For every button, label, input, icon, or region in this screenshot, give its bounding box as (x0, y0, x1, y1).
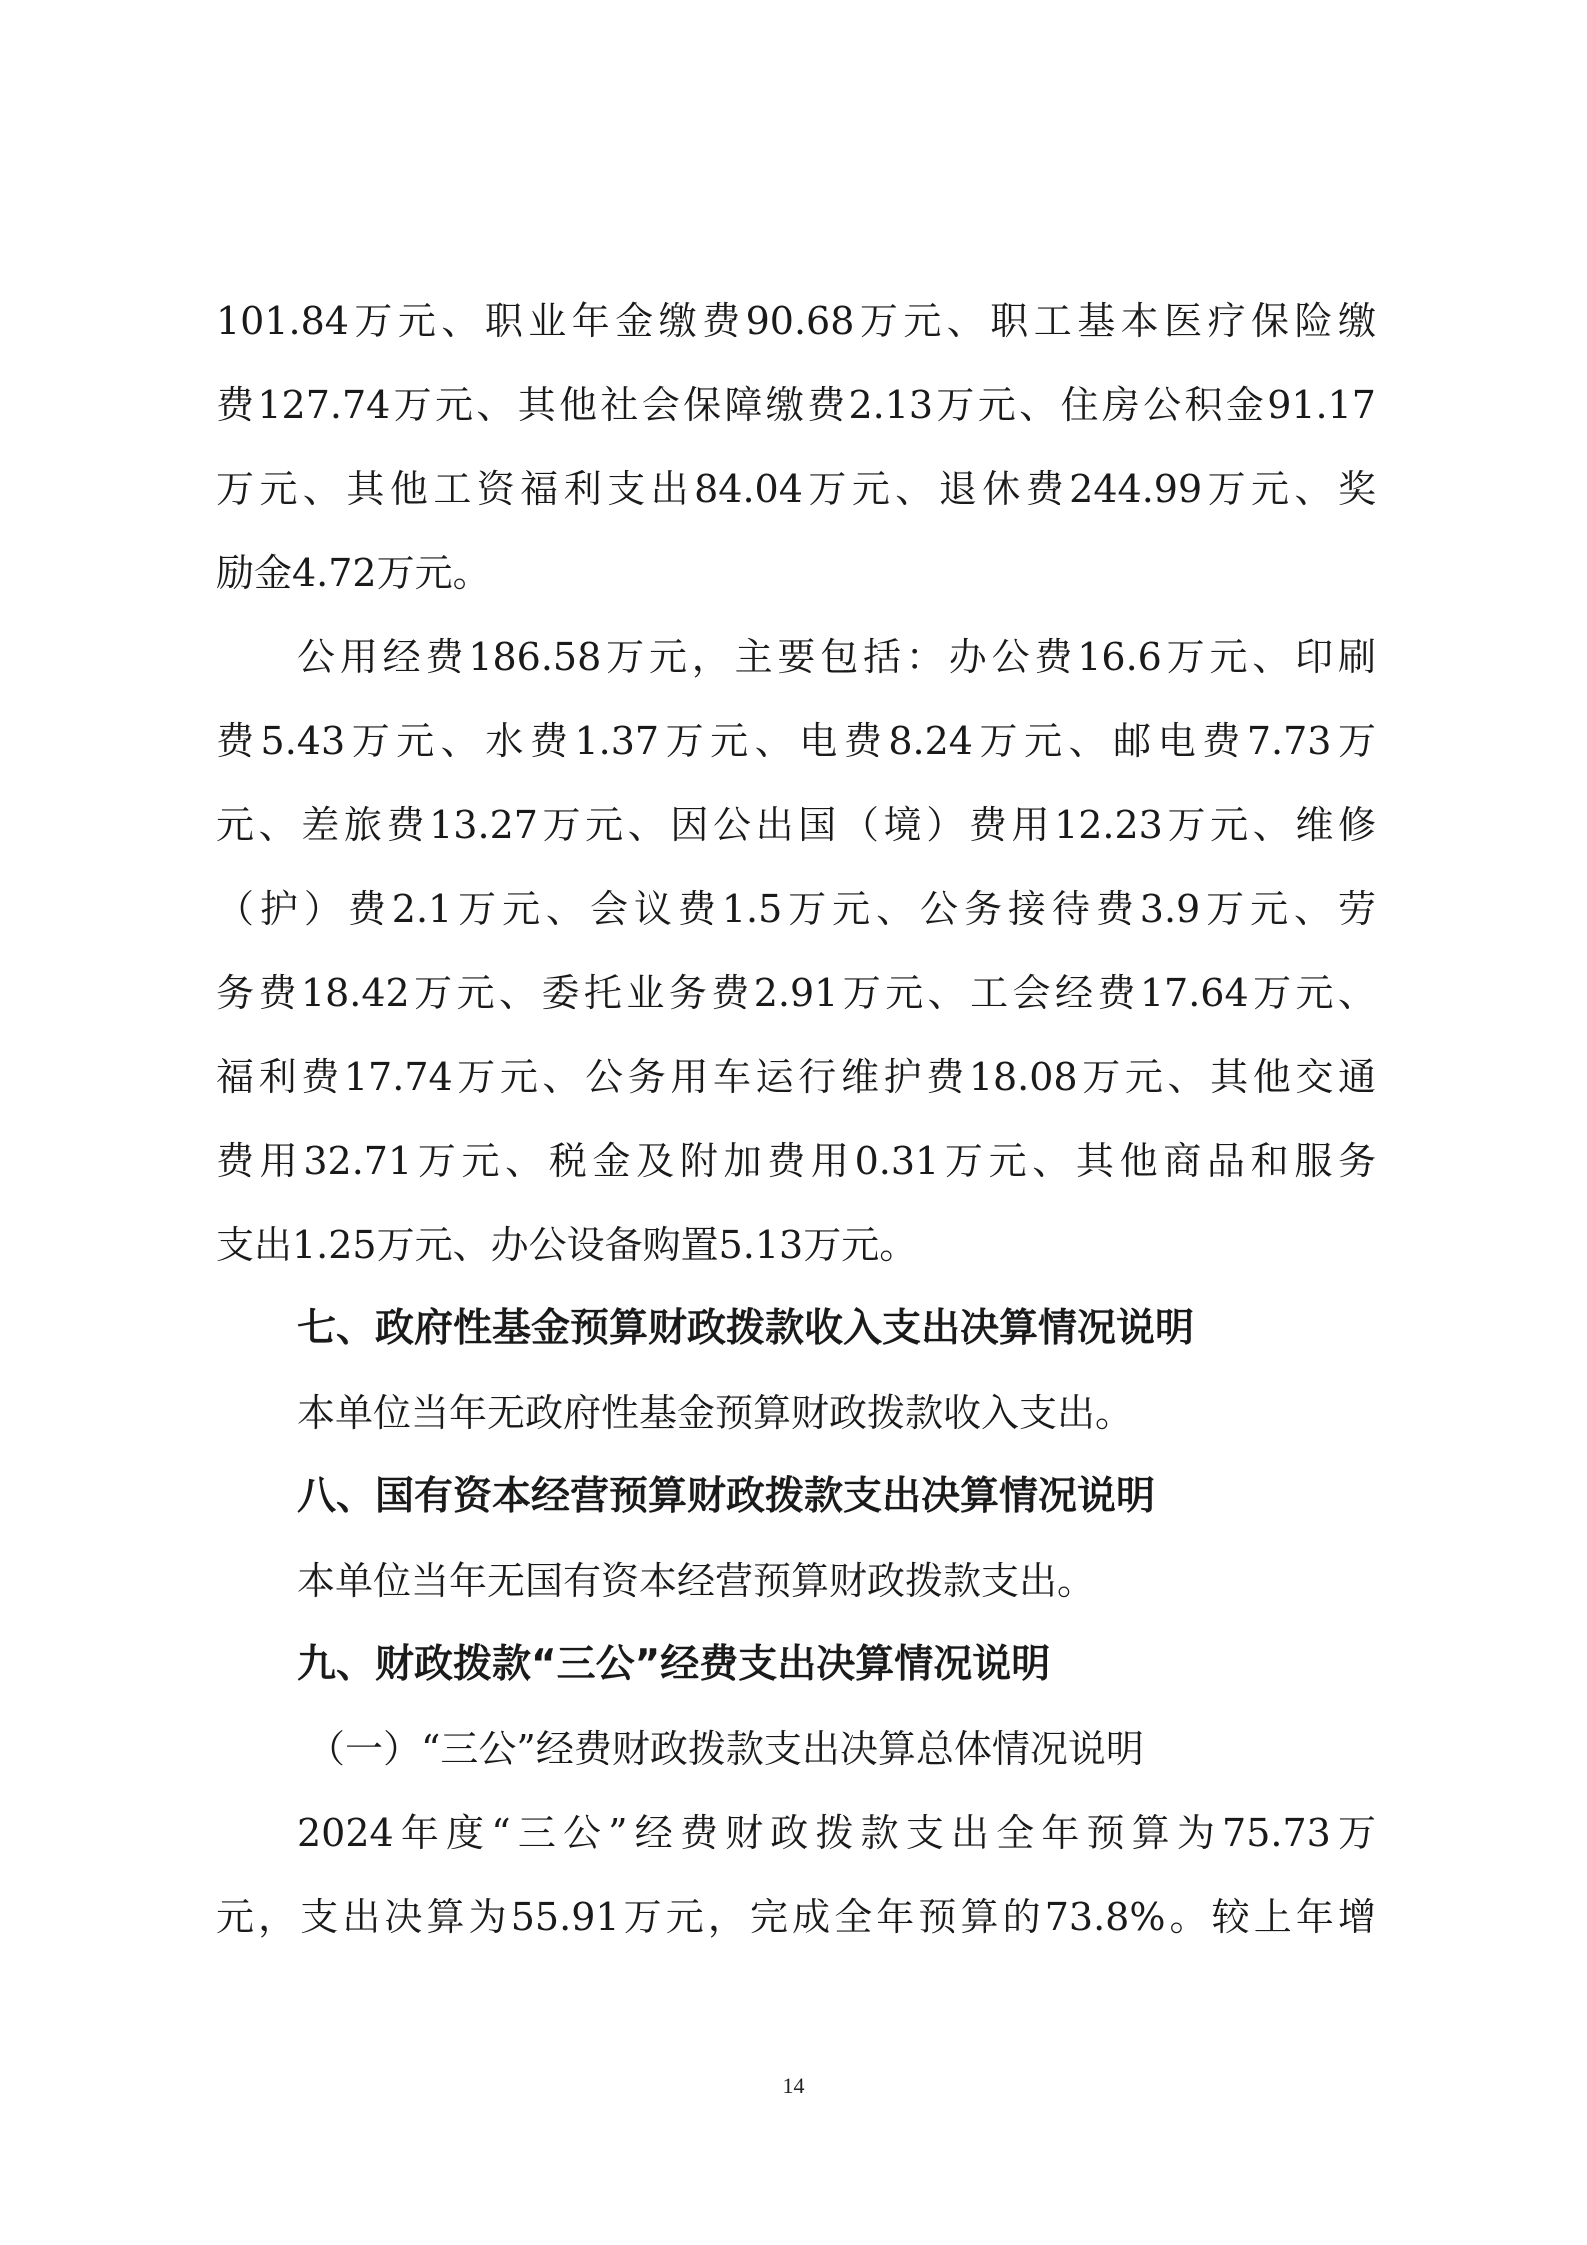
paragraph-line: 费5.43万元、水费1.37万元、电费8.24万元、邮电费7.73万 (216, 719, 1376, 763)
paragraph-line: 费127.74万元、其他社会保障缴费2.13万元、住房公积金91.17 (216, 383, 1376, 427)
paragraph-line: 励金4.72万元。 (216, 551, 491, 595)
paragraph-line: 2024年度“三公”经费财政拨款支出全年预算为75.73万 (297, 1811, 1376, 1855)
paragraph-line: 费用32.71万元、税金及附加费用0.31万元、其他商品和服务 (216, 1139, 1376, 1183)
paragraph-line: 本单位当年无国有资本经营预算财政拨款支出。 (297, 1559, 1096, 1603)
paragraph-line: 本单位当年无政府性基金预算财政拨款收入支出。 (297, 1391, 1134, 1435)
paragraph-line: 元，支出决算为55.91万元，完成全年预算的73.8%。较上年增 (216, 1895, 1376, 1939)
paragraph-line: 公用经费186.58万元，主要包括：办公费16.6万元、印刷 (297, 635, 1376, 679)
paragraph-line: 元、差旅费13.27万元、因公出国（境）费用12.23万元、维修 (216, 803, 1376, 847)
subsection-heading: （一）“三公”经费财政拨款支出决算总体情况说明 (307, 1727, 1144, 1771)
paragraph-line: 福利费17.74万元、公务用车运行维护费18.08万元、其他交通 (216, 1055, 1376, 1099)
section-heading-7: 七、政府性基金预算财政拨款收入支出决算情况说明 (297, 1306, 1195, 1351)
paragraph-line: （护）费2.1万元、会议费1.5万元、公务接待费3.9万元、劳 (216, 887, 1376, 931)
paragraph-line: 101.84万元、职业年金缴费90.68万元、职工基本医疗保险缴 (216, 299, 1376, 343)
section-heading-9: 九、财政拨款“三公”经费支出决算情况说明 (297, 1642, 1051, 1687)
page-number: 14 (782, 2073, 805, 2098)
paragraph-line: 支出1.25万元、办公设备购置5.13万元。 (216, 1223, 918, 1267)
paragraph-line: 务费18.42万元、委托业务费2.91万元、工会经费17.64万元、 (216, 971, 1376, 1015)
section-heading-8: 八、国有资本经营预算财政拨款支出决算情况说明 (297, 1474, 1156, 1519)
paragraph-line: 万元、其他工资福利支出84.04万元、退休费244.99万元、奖 (216, 467, 1376, 511)
